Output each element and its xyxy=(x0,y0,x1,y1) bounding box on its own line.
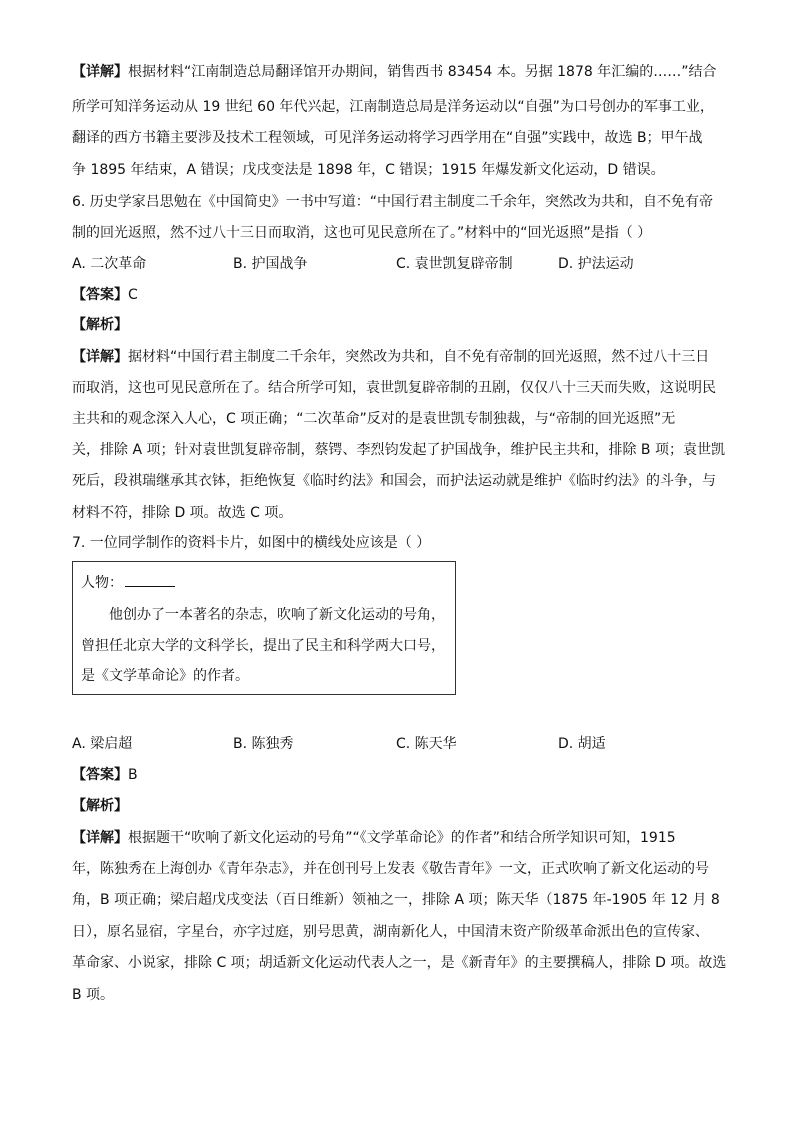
card-person-label: 人物： xyxy=(81,575,123,591)
q7-detail-line-5: 革命家、小说家，排除 C 项；胡适新文化运动代表人之一，是《新青年》的主要撰稿人，排除 D 项。故选 xyxy=(72,955,727,971)
card-person-line xyxy=(81,572,175,593)
q7-answer: 【答案】B xyxy=(72,767,138,783)
q7-detail-line-6: B 项。 xyxy=(72,987,115,1003)
card-line-3: 是《文学革命论》的作者。 xyxy=(81,668,249,684)
q7-option-c: C. 陈天华 xyxy=(396,736,457,752)
q5-detail-line-3: 翻译的西方书籍主要涉及技术工程领域，可见洋务运动将学习西学用在“自强”实践中，故选 B；甲午战 xyxy=(72,130,703,146)
card-line-2: 曾担任北京大学的文科学长，提出了民主和科学两大口号， xyxy=(81,638,445,654)
q7-option-d: D. 胡适 xyxy=(558,736,606,752)
q6-analysis-tag: 【解析】 xyxy=(72,317,128,333)
q6-detail-line-5: 死后，段祺瑞继承其衣钵，拒绝恢复《临时约法》和国会，而护法运动就是维护《临时约法》的斗争，与 xyxy=(72,473,716,489)
q7-detail-line-3: 角，B 项正确；梁启超戊戌变法（百日维新）领袖之一，排除 A 项；陈天华（1875 年-1905 年 12 月 8 xyxy=(72,892,720,908)
q6-detail-line-4: 关，排除 A 项；针对袁世凯复辟帝制，蔡锷、李烈钧发起了护国战争，维护民主共和，排除 B 项；袁世凯 xyxy=(72,442,725,458)
q6-detail-line-3: 主共和的观念深入人心，C 项正确；“二次革命”反对的是袁世凯专制独裁，与“帝制的回光返照”无 xyxy=(72,411,676,427)
q7-detail-line-2: 年，陈独秀在上海创办《青年杂志》，并在创刊号上发表《敬告青年》一文，正式吹响了新文化运动的号 xyxy=(72,861,709,877)
q6-option-a: A. 二次革命 xyxy=(72,256,147,272)
q6-detail-line-6: 材料不符，排除 D 项。故选 C 项。 xyxy=(72,505,293,521)
card-line-1: 他创办了一本著名的杂志，吹响了新文化运动的号角， xyxy=(109,607,445,623)
q6-option-d: D. 护法运动 xyxy=(558,256,634,272)
q7-option-a: A. 梁启超 xyxy=(72,736,133,752)
q6-option-c: C. 袁世凯复辟帝制 xyxy=(396,256,513,272)
q6-answer: 【答案】C xyxy=(72,287,138,303)
q7-detail-line-4: 日），原名显宿，字星台，亦字过庭，别号思黄，湖南新化人，中国清末资产阶级革命派出色的宣传家、 xyxy=(72,924,709,940)
q6-detail-line-1: 【详解】据材料“中国行君主制度二千余年，突然改为共和，自不免有帝制的回光返照，然不过八十三日 xyxy=(72,349,710,365)
q7-stem: 7. 一位同学制作的资料卡片，如图中的横线处应该是（ ） xyxy=(72,535,431,551)
q7-detail-line-1: 【详解】根据题干“吹响了新文化运动的号角”“《文学革命论》的作者”和结合所学知识可知，1915 xyxy=(72,830,676,846)
card-blank xyxy=(125,572,175,587)
info-card xyxy=(72,561,456,695)
q6-stem-line-2: 制的回光返照，然不过八十三日而取消，这也可见民意所在了。”材料中的“回光返照”是指（ ） xyxy=(72,225,652,241)
q7-analysis-tag: 【解析】 xyxy=(72,798,128,814)
q6-option-b: B. 护国战争 xyxy=(233,256,308,272)
q6-stem-line-1: 6. 历史学家吕思勉在《中国简史》一书中写道：“中国行君主制度二千余年，突然改为共和，自不免有帝 xyxy=(72,194,714,210)
q5-detail-line-2: 所学可知洋务运动从 19 世纪 60 年代兴起，江南制造总局是洋务运动以“自强”为口号创办的军事工业， xyxy=(72,99,714,115)
q7-option-b: B. 陈独秀 xyxy=(233,736,294,752)
detail-tag: 【详解】 xyxy=(72,64,128,80)
q5-detail-line-1: 【详解】根据材料“江南制造总局翻译馆开办期间，销售西书 83454 本。另据 1878 年汇编的……”结合 xyxy=(72,64,717,80)
q5-detail-line-4: 争 1895 年结束，A 错误；戊戌变法是 1898 年，C 错误；1915 年爆发新文化运动，D 错误。 xyxy=(72,162,665,178)
q6-detail-line-2: 而取消，这也可见民意所在了。结合所学可知，袁世凯复辟帝制的丑剧，仅仅八十三天而失败，这说明民 xyxy=(72,380,716,396)
